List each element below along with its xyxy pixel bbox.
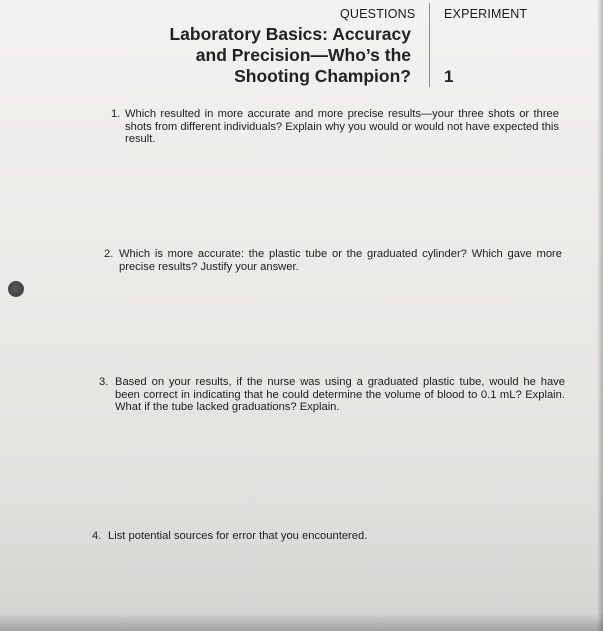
- title-line-1: Laboratory Basics: Accuracy: [169, 24, 411, 44]
- question-4: [92, 530, 492, 543]
- question-1: [111, 108, 559, 146]
- page-title: [111, 24, 411, 87]
- question-2: [104, 248, 562, 273]
- question-text: List potential sources for error that you encountered.: [108, 530, 368, 542]
- question-number: 1.: [111, 108, 121, 120]
- page-edge-shadow: [597, 0, 603, 631]
- header-divider: [429, 3, 430, 87]
- question-number: 4.: [92, 530, 102, 542]
- title-line-2: and Precision—Who’s the: [195, 45, 411, 65]
- question-3: [99, 376, 565, 414]
- question-text: Which resulted in more accurate and more precise results—your three shots or three shots from different individuals? Explain why you would or would not have expected this result.: [125, 108, 559, 145]
- binder-hole: [8, 281, 24, 297]
- question-number: 2.: [104, 248, 114, 260]
- title-line-3: Shooting Champion?: [234, 66, 411, 86]
- question-text: Based on your results, if the nurse was using a graduated plastic tube, would he have been correct in indicating that he could determine the volume of blood to 0.1 mL? Explain. What if the tube lacked graduations? Explain.: [115, 376, 565, 413]
- experiment-number: 1: [444, 67, 454, 86]
- experiment-header: EXPERIMENT: [444, 7, 528, 21]
- question-text: Which is more accurate: the plastic tube or the graduated cylinder? Which gave more precise results? Justify your answer.: [119, 248, 562, 273]
- page-bottom-shadow: [0, 613, 603, 631]
- questions-header: QUESTIONS: [340, 7, 416, 21]
- question-number: 3.: [99, 376, 109, 388]
